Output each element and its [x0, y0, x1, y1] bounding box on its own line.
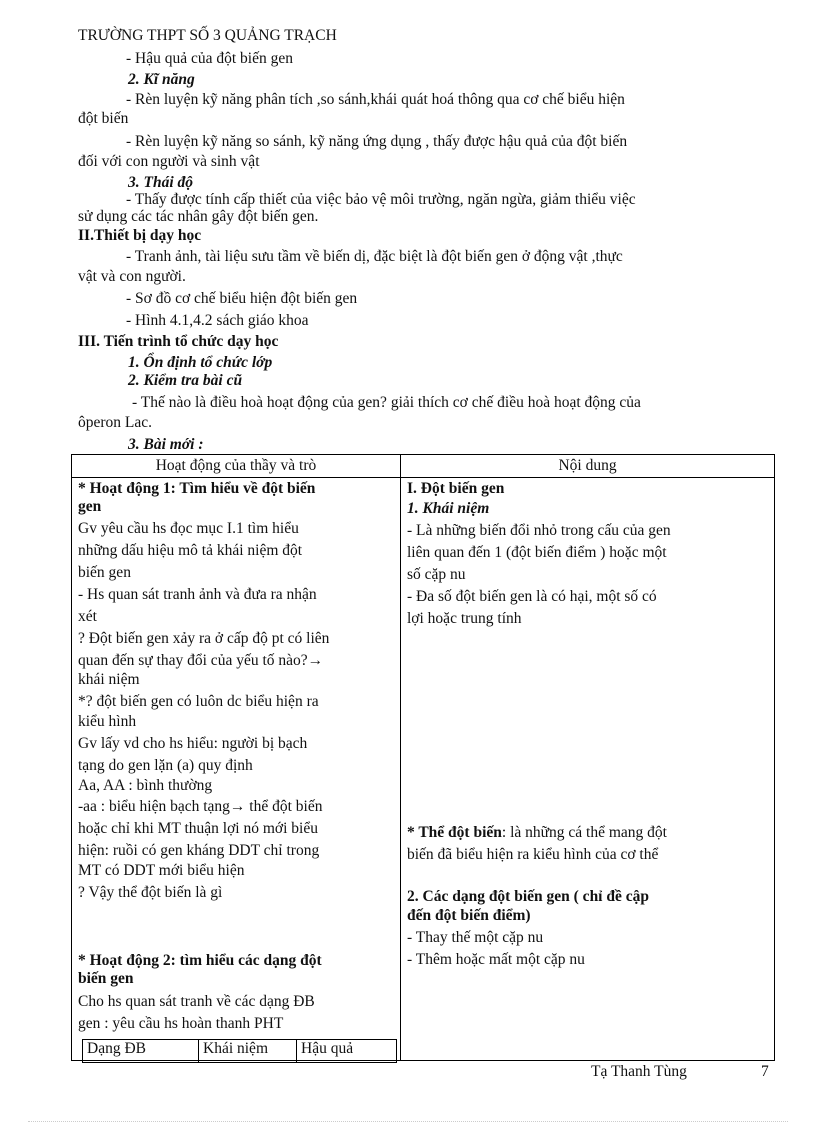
school-header: TRƯỜNG THPT SỐ 3 QUẢNG TRẠCH: [78, 27, 337, 44]
worksheet-table: [82, 1039, 397, 1063]
activity-line: kiểu hình: [78, 713, 137, 730]
activities-cell: [72, 478, 401, 1061]
content-cell: [401, 478, 775, 1061]
page-number: 7: [761, 1063, 769, 1080]
equipment-line: - Sơ đồ cơ chế biểu hiện đột biến gen: [126, 290, 358, 307]
objective-line: - Thấy được tính cấp thiết của việc bảo vệ môi trường, ngăn ngừa, giảm thiểu việc: [126, 191, 636, 208]
author-name: Tạ Thanh Tùng: [591, 1063, 687, 1080]
content-line: - Đa số đột biến gen là có hại, một số có: [407, 588, 657, 605]
page-bottom-divider: [28, 1121, 788, 1122]
content-line: - Thêm hoặc mất một cặp nu: [407, 951, 585, 968]
content-line: lợi hoặc trung tính: [407, 610, 522, 627]
worksheet-header: Hậu quả: [297, 1040, 397, 1063]
content-heading: 1. Khái niệm: [407, 500, 490, 517]
objective-line: đối với con người và sinh vật: [78, 153, 260, 170]
activity-line: Gv yêu cầu hs đọc mục I.1 tìm hiểu: [78, 520, 299, 537]
activity-heading: * Hoạt động 1: Tìm hiểu về đột biến: [78, 480, 316, 497]
equipment-line: - Hình 4.1,4.2 sách giáo khoa: [126, 312, 309, 329]
activity-line: những dấu hiệu mô tả khái niệm đột: [78, 542, 303, 559]
content-line: [407, 824, 768, 842]
activity-line: hiện: ruồi có gen kháng DDT chỉ trong: [78, 842, 320, 859]
content-heading: đến đột biến điểm): [407, 907, 531, 924]
objective-line: đột biến: [78, 110, 129, 127]
activity-line: tạng do gen lặn (a) quy định: [78, 757, 253, 774]
section-heading: 3. Thái độ: [128, 174, 194, 191]
content-line: biến đã biểu hiện ra kiểu hình của cơ thể: [407, 846, 659, 863]
activity-line: xét: [78, 608, 97, 625]
question-line: ôperon Lac.: [78, 414, 153, 431]
activity-line: Aa, AA : bình thường: [78, 777, 213, 794]
activity-line: khái niệm: [78, 671, 140, 688]
section-heading: 1. Ổn định tổ chức lớp: [128, 354, 273, 371]
objective-line: - Hậu quả của đột biến gen: [126, 50, 293, 67]
activity-line: Gv lấy vd cho hs hiểu: người bị bạch: [78, 735, 308, 752]
worksheet-header: Khái niệm: [199, 1040, 297, 1063]
section-heading: 3. Bài mới :: [128, 436, 204, 453]
equipment-line: - Tranh ảnh, tài liệu sưu tầm về biến dị, đặc biệt là đột biến gen ở động vật ,thực: [126, 248, 623, 265]
activity-line: MT có DDT mới biểu hiện: [78, 862, 245, 879]
objective-line: sử dụng các tác nhân gây đột biến gen.: [78, 208, 319, 225]
activity-line: - Hs quan sát tranh ảnh và đưa ra nhận: [78, 586, 317, 603]
objective-line: - Rèn luyện kỹ năng phân tích ,so sánh,khái quát hoá thông qua cơ chế biểu hiện: [126, 91, 625, 108]
activity-line: *? đột biến gen có luôn dc biểu hiện ra: [78, 693, 319, 710]
activity-heading: gen: [78, 498, 102, 515]
activity-line: hoặc chỉ khi MT thuận lợi nó mới biểu: [78, 820, 318, 837]
activity-line: ? Đột biến gen xảy ra ở cấp độ pt có liên: [78, 630, 330, 647]
section-heading: II.Thiết bị dạy học: [78, 227, 202, 244]
activity-line: ? Vậy thể đột biến là gì: [78, 884, 223, 901]
activity-heading: biến gen: [78, 970, 134, 987]
activity-line: quan đến sự thay đổi của yếu tố nào?→: [78, 652, 324, 669]
worksheet-header: Dạng ĐB: [83, 1040, 199, 1063]
content-line: - Thay thế một cặp nu: [407, 929, 544, 946]
equipment-line: vật và con người.: [78, 268, 186, 285]
activity-heading: * Hoạt động 2: tìm hiểu các dạng đột: [78, 952, 322, 969]
section-heading: 2. Kiểm tra bài cũ: [128, 372, 243, 389]
col-header-activities: Hoạt động của thầy và trò: [72, 455, 401, 478]
objective-line: - Rèn luyện kỹ năng so sánh, kỹ năng ứng dụng , thấy được hậu quả của đột biến: [126, 133, 628, 150]
section-heading: III. Tiến trình tổ chức dạy học: [78, 333, 279, 350]
content-line: số cặp nu: [407, 566, 466, 583]
activity-line: biến gen: [78, 564, 131, 581]
content-heading: 2. Các dạng đột biến gen ( chỉ đề cập: [407, 888, 649, 905]
lesson-table: [71, 454, 775, 1061]
question-line: - Thế nào là điều hoà hoạt động của gen? giải thích cơ chế điều hoà hoạt động của: [132, 394, 641, 411]
content-line: liên quan đến 1 (đột biến điểm ) hoặc một: [407, 544, 667, 561]
activity-line: gen : yêu cầu hs hoàn thanh PHT: [78, 1015, 284, 1032]
content-heading: I. Đột biến gen: [407, 480, 505, 497]
col-header-content: Nội dung: [401, 455, 775, 478]
term-definition: : là những cá thể mang đột: [501, 824, 667, 841]
content-line: - Là những biến đổi nhỏ trong cấu của gen: [407, 522, 671, 539]
term-label: * Thể đột biến: [407, 824, 502, 841]
activity-line: Cho hs quan sát tranh về các dạng ĐB: [78, 993, 315, 1010]
activity-line: -aa : biểu hiện bạch tạng→ thể đột biến: [78, 798, 323, 815]
section-heading: 2. Kĩ năng: [128, 71, 195, 88]
